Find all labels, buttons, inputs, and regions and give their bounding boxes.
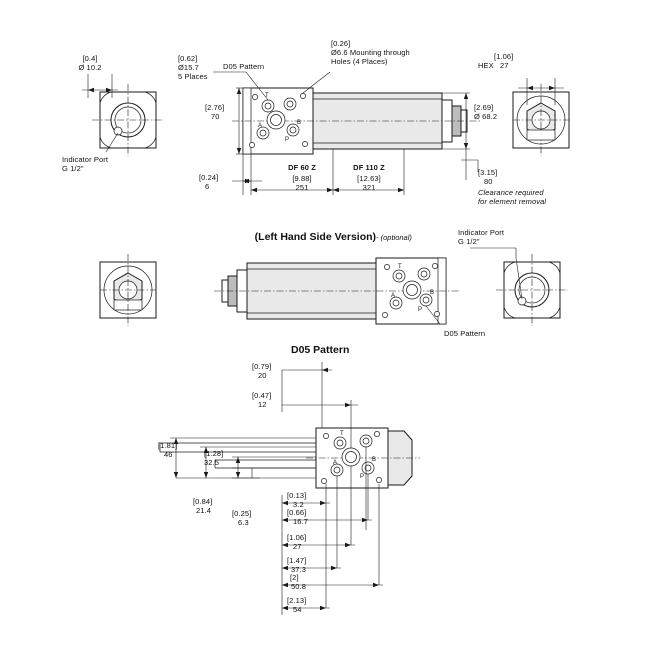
svg-text:T: T <box>265 93 269 99</box>
top-right-end-view <box>513 78 569 156</box>
svg-text:B: B <box>430 290 435 296</box>
top-left-end-view <box>82 74 164 156</box>
callout-dim-0-26-line1: [0.26] <box>331 39 351 48</box>
callout-clearance-note-line2: for element removal <box>478 197 547 206</box>
callout-dim-0-62-line2: Ø15.7 <box>178 63 199 72</box>
callout-model-df60z-inch: [9.88] <box>292 174 312 183</box>
d05-pattern-title: D05 Pattern <box>291 344 350 356</box>
callout-dim-2-76-line1: [2.76] <box>205 103 225 112</box>
left-hand-version-title-main: (Left Hand Side Version) <box>254 231 377 243</box>
callout-dim-0-4-line1: [0.4] <box>82 54 98 63</box>
svg-text:A: A <box>333 460 338 466</box>
callout-dim-2-13-line2: 54 <box>293 605 302 614</box>
callout-clearance-note-line1: Clearance required <box>478 188 544 197</box>
callout-dim-1-06-hex-line1: [1.06] <box>494 52 514 61</box>
callout-dim-0-47-line1: [0.47] <box>252 391 272 400</box>
callout-dim-0-79-line2: 20 <box>258 371 267 380</box>
callout-dim-2-line1: [2] <box>290 573 299 582</box>
callout-indicator-port-mid-line1: Indicator Port <box>458 228 505 237</box>
left-hand-version-title-sub: - (optional) <box>376 233 412 242</box>
callout-dim-0-13-line1: [0.13] <box>287 491 307 500</box>
callout-dim-0-13-line2: 3.2 <box>293 500 304 509</box>
callout-dim-0-25-line2: 6.3 <box>238 518 249 527</box>
callout-dim-0-66-line2: 16.7 <box>293 517 308 526</box>
callout-dim-1-47-line2: 37.3 <box>291 565 306 574</box>
callout-dim-1-06-hex-line2: 27 <box>500 61 509 70</box>
callout-hex-label: HEX <box>478 61 494 70</box>
callout-dim-3-15-line2: 80 <box>484 177 493 186</box>
callout-dim-0-79-line1: [0.79] <box>252 362 272 371</box>
svg-text:P: P <box>360 474 365 480</box>
callout-dim-1-28-line2: 32.5 <box>204 458 219 467</box>
middle-left-end-view <box>100 254 156 326</box>
callout-dim-2-13-line1: [2.13] <box>287 596 307 605</box>
callout-dim-0-24-line2: 6 <box>205 182 210 191</box>
callout-model-df110z-inch: [12.63] <box>357 174 381 183</box>
callout-dim-0-24-line1: [0.24] <box>199 173 219 182</box>
callout-dim-2-line2: 50.8 <box>291 582 306 591</box>
callout-indicator-port-line2: G 1/2" <box>62 164 84 173</box>
svg-text:P: P <box>418 307 423 313</box>
callout-model-df110z-label: DF 110 Z <box>353 163 385 172</box>
callout-dim-0-62-line1: [0.62] <box>178 54 198 63</box>
callout-dim-2-76-line2: 70 <box>211 112 220 121</box>
callout-dim-0-26-line3: Holes (4 Places) <box>331 57 388 66</box>
callout-model-df110z-mm: 321 <box>362 183 376 192</box>
middle-main-side-view <box>214 258 460 324</box>
svg-text:A: A <box>391 293 396 299</box>
callout-dim-0-4-line2: Ø 10.2 <box>78 63 102 72</box>
callout-indicator-port-line1: Indicator Port <box>62 155 109 164</box>
callout-dim-0-26-line2: Ø6.6 Mounting through <box>331 48 410 57</box>
callout-dim-1-28-line1: [1.28] <box>204 449 224 458</box>
svg-text:A: A <box>258 123 263 129</box>
callout-dim-0-62-line3: 5 Places <box>178 72 208 81</box>
middle-right-end-view <box>470 248 568 326</box>
svg-text:B: B <box>297 120 302 126</box>
callout-dim-1-47-line1: [1.47] <box>287 556 307 565</box>
callout-model-df60z-label: DF 60 Z <box>288 163 316 172</box>
callout-dim-2-69-line1: [2.69] <box>474 103 494 112</box>
callout-dim-1-81-line1: [1.81] <box>158 441 178 450</box>
callout-dim-0-84-line2: 21.4 <box>196 506 211 515</box>
callout-dim-1-81-line2: 46 <box>164 450 173 459</box>
callout-dim-3-15-line1: [3.15] <box>478 168 498 177</box>
svg-text:P: P <box>285 137 290 143</box>
callout-dim-1-06-line1: [1.06] <box>287 533 307 542</box>
left-hand-version-title <box>243 219 412 255</box>
callout-model-df60z-mm: 251 <box>295 183 309 192</box>
callout-dim-0-47-line2: 12 <box>258 400 267 409</box>
callout-dim-0-25-line1: [0.25] <box>232 509 252 518</box>
callout-dim-1-06-line2: 27 <box>293 542 302 551</box>
svg-text:T: T <box>398 264 402 270</box>
callout-d05-pattern-mid: D05 Pattern <box>444 329 486 338</box>
svg-text:B: B <box>372 457 377 463</box>
callout-dim-0-84-line1: [0.84] <box>193 497 213 506</box>
callout-dim-0-66-line1: [0.66] <box>287 508 307 517</box>
svg-text:T: T <box>340 431 344 437</box>
callout-dim-2-69-line2: Ø 68.2 <box>474 112 498 121</box>
callout-indicator-port-mid-line2: G 1/2" <box>458 237 480 246</box>
callout-d05-pattern-top: D05 Pattern <box>223 62 265 71</box>
